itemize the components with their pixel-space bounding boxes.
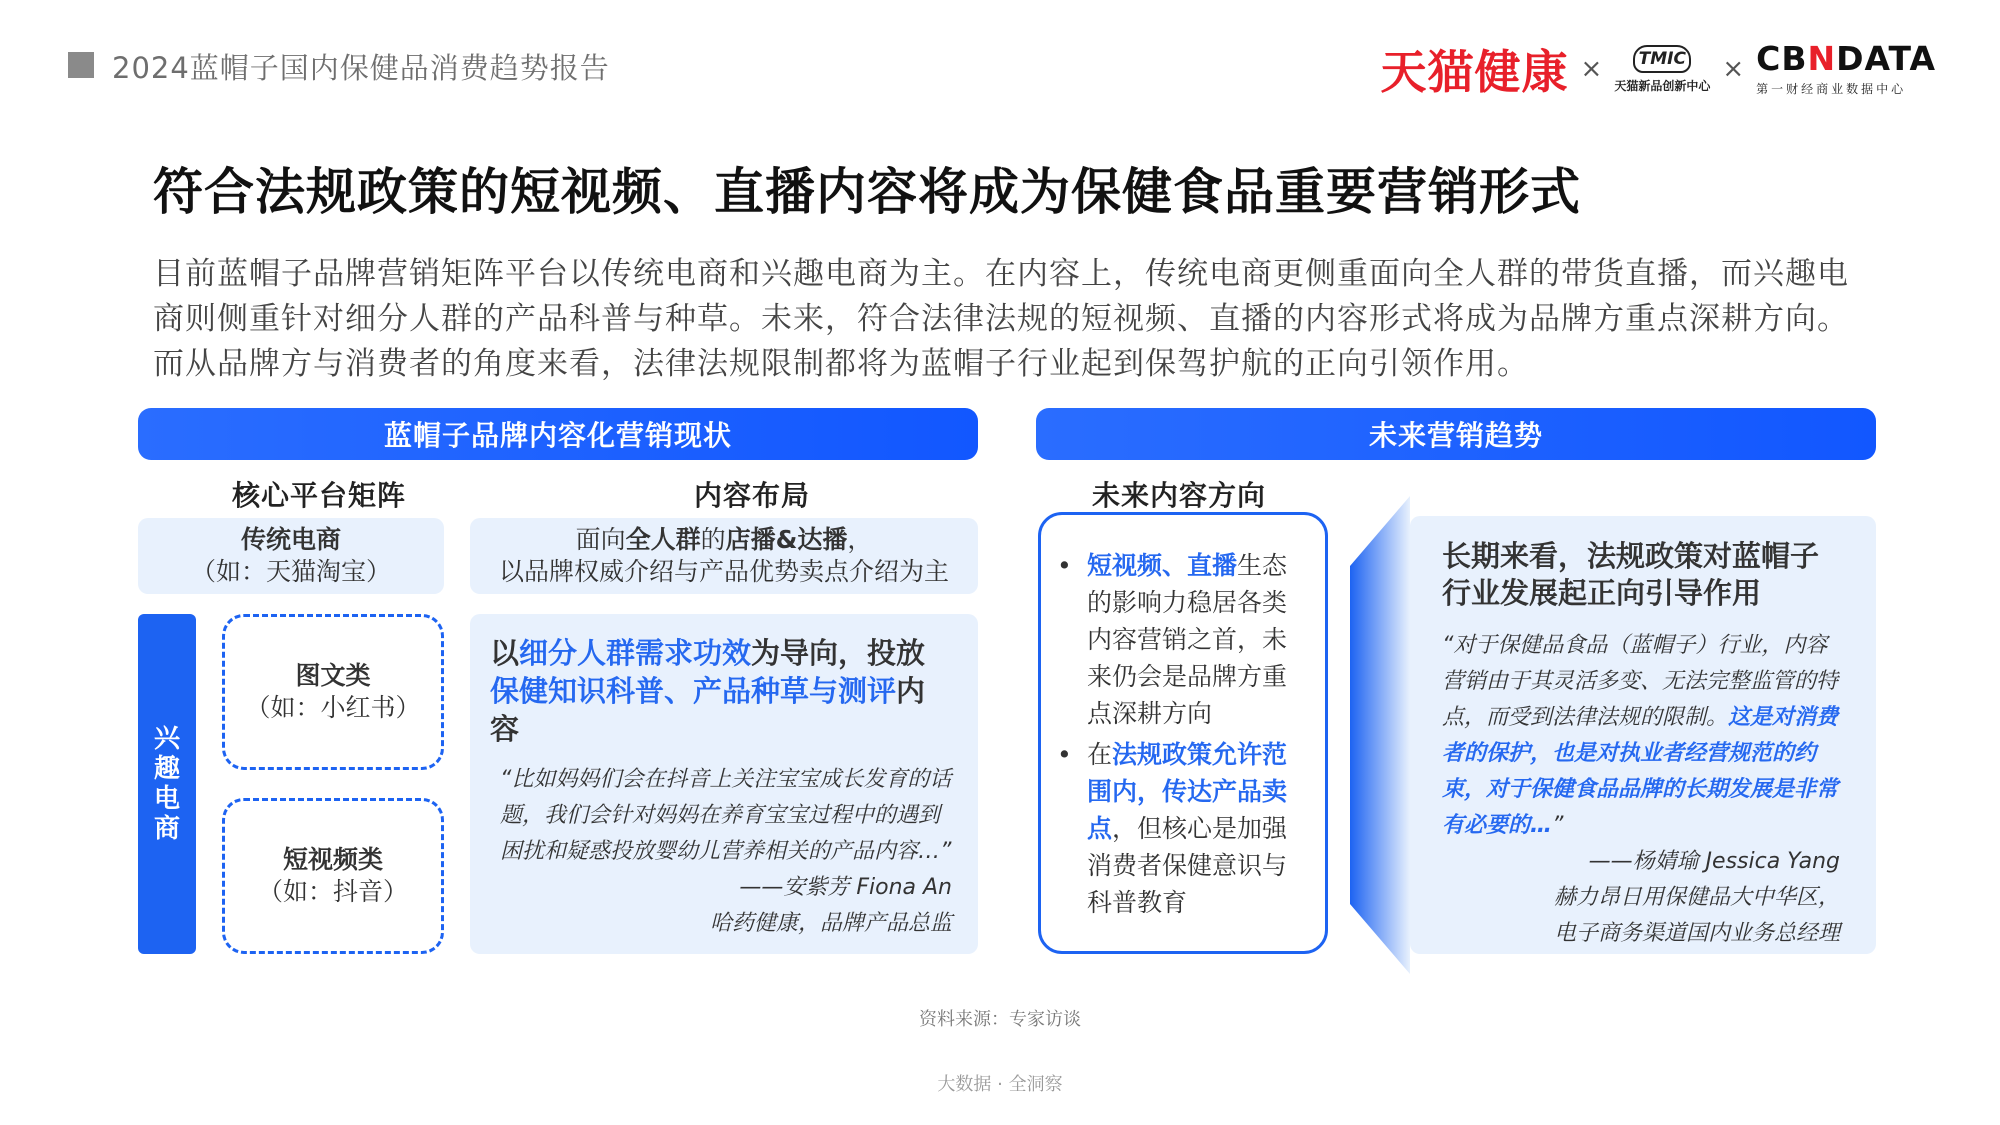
tmall-health-logo: 天猫健康 xyxy=(1380,45,1569,99)
video-platform-example: （如：抖音） xyxy=(257,877,408,906)
cbndata-wordmark: CBNDATA xyxy=(1756,38,1936,78)
regulation-quote-text: “对于保健品食品（蓝帽子）行业，内容营销由于其灵活多变、无法完整监管的特点，而受到法律法规的限制。这是对消费者的保护，也是对执业者经营规范的约束，对于保健食品品牌的长期发展是非常有必要的…” xyxy=(1442,633,1839,838)
interest-content-quote: “比如妈妈们会在抖音上关注宝宝成长发育的话题，我们会针对妈妈在养育宝宝过程中的遇到困扰和疑惑投放婴幼儿营养相关的产品内容…” xyxy=(500,767,952,864)
traditional-ecommerce-box xyxy=(138,518,444,594)
graphic-platform-box xyxy=(222,614,444,770)
traditional-content-line1: 面向全人群的店播&达播， xyxy=(575,525,873,554)
source-note: 资料来源：专家访谈 xyxy=(919,1009,1081,1030)
page-title: 符合法规政策的短视频、直播内容将成为保健食品重要营销形式 xyxy=(153,163,1581,221)
arrow-connector-shape xyxy=(1350,496,1412,974)
traditional-content-line2: 以品牌权威介绍与产品优势卖点介绍为主 xyxy=(498,557,949,586)
traditional-ecommerce-title: 传统电商 xyxy=(240,525,341,554)
graphic-platform-example: （如：小红书） xyxy=(245,693,421,722)
regulation-attribution-name: ——杨婧瑜 Jessica Yang xyxy=(1588,849,1840,874)
regulation-attribution-company: 赫力昂日用保健品大中华区， xyxy=(1553,885,1840,910)
regulation-quote-title: 长期来看，法规政策对蓝帽子行业发展起正向引导作用 xyxy=(1442,539,1820,610)
left-section-header: 蓝帽子品牌内容化营销现状 xyxy=(138,408,978,460)
cbndata-logo xyxy=(1756,38,1936,97)
future-bullet-1: • 短视频、直播生态的影响力稳居各类内容营销之首，未来仍会是品牌方重点深耕方向 xyxy=(1057,551,1288,728)
tmic-badge: TMIC xyxy=(1633,45,1691,73)
regulation-attribution-title: 电子商务渠道国内业务总经理 xyxy=(1553,921,1840,946)
interest-content-box xyxy=(470,614,978,954)
tmic-logo xyxy=(1614,45,1710,94)
quote-attribution-title: 哈药健康，品牌产品总监 xyxy=(709,911,952,936)
header-square-marker xyxy=(68,52,94,78)
video-platform-box xyxy=(222,798,444,954)
content-layout-label: 内容布局 xyxy=(694,479,811,512)
partner-logos xyxy=(1381,34,1936,104)
logo-separator: × xyxy=(1722,54,1745,84)
tmic-subtitle: 天猫新品创新中心 xyxy=(1614,78,1711,93)
traditional-content-box xyxy=(470,518,978,594)
regulation-quote-box xyxy=(1410,516,1876,954)
report-title: 2024蓝帽子国内保健品消费趋势报告 xyxy=(112,51,610,85)
graphic-platform-title: 图文类 xyxy=(295,661,371,690)
intro-paragraph: 目前蓝帽子品牌营销矩阵平台以传统电商和兴趣电商为主。在内容上，传统电商更侧重面向全人群的带货直播，而兴趣电商则侧重针对细分人群的产品科普与种草。未来，符合法律法规的短视频、直播的内容形式将成为品牌方重点深耕方向。而从品牌方与消费者的角度来看，法律法规限制都将为蓝帽子行业起到保驾护航的正向引领作用。 xyxy=(153,256,1849,382)
cbndata-subtitle: 第一财经商业数据中心 xyxy=(1756,81,1907,96)
logo-separator: × xyxy=(1580,54,1603,84)
platform-matrix-label: 核心平台矩阵 xyxy=(232,479,407,512)
interest-content-lead: 以细分人群需求功效为导向，投放保健知识科普、产品种草与测评内容 xyxy=(490,636,926,746)
footer-tagline: 大数据 · 全洞察 xyxy=(937,1074,1063,1095)
right-section-header: 未来营销趋势 xyxy=(1036,408,1876,460)
quote-attribution-name: ——安紫芳 Fiona An xyxy=(739,875,952,900)
future-bullet-2: • 在法规政策允许范围内，传达产品卖点，但核心是加强消费者保健意识与科普教育 xyxy=(1057,740,1288,917)
video-platform-title: 短视频类 xyxy=(282,845,383,874)
future-direction-box xyxy=(1038,512,1328,954)
interest-ecommerce-label: 兴 趣 电 商 xyxy=(138,614,196,954)
traditional-ecommerce-example: （如：天猫淘宝） xyxy=(190,557,391,586)
future-direction-label: 未来内容方向 xyxy=(1092,479,1267,512)
